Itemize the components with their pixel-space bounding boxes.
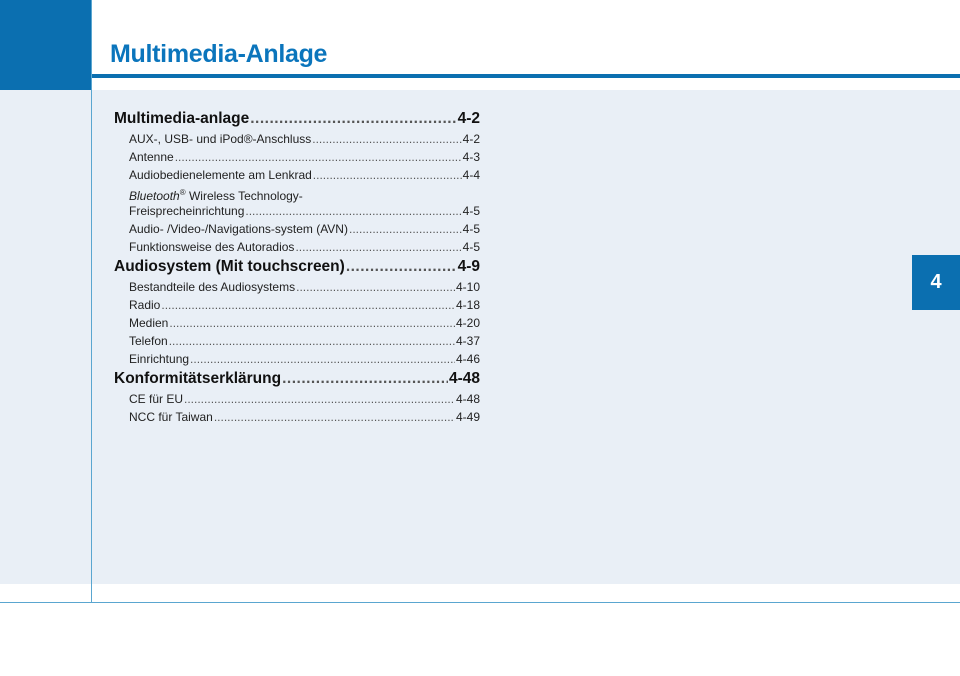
toc-item-label: Audiobedienelemente am Lenkrad (129, 168, 312, 182)
toc-item-bluetooth-line1[interactable] (114, 184, 480, 202)
toc-leader-dots (184, 390, 455, 408)
toc-item-label: Freisprecheinrichtung (129, 204, 245, 218)
toc-leader-dots (250, 108, 456, 130)
toc-item-label: Einrichtung (129, 352, 190, 366)
toc-item-ncc-taiwan[interactable] (114, 408, 480, 426)
toc-item-label: AUX-, USB- und iPod®-Anschluss (129, 132, 312, 146)
toc-leader-dots (346, 256, 457, 278)
toc-item-label: NCC für Taiwan (129, 410, 213, 424)
toc-item-label: Radio (129, 298, 161, 312)
toc-page-number: 4-46 (455, 352, 480, 366)
toc-item-lenkrad[interactable] (114, 166, 480, 184)
toc-item-label: Audio- /Video-/Navigations-system (AVN) (129, 222, 348, 236)
toc-page-number: 4-37 (455, 334, 480, 348)
chapter-tab[interactable]: 4 (912, 255, 960, 310)
toc-leader-dots (245, 202, 461, 220)
toc-page-number: 4-5 (462, 240, 480, 254)
toc-section-audiosystem[interactable] (114, 256, 480, 278)
toc-item-aux-usb[interactable] (114, 130, 480, 148)
toc-page-number: 4-48 (448, 370, 480, 387)
bluetooth-brand: Bluetooth (129, 189, 180, 203)
toc-section-multimedia-anlage[interactable] (114, 108, 480, 130)
toc-item-einrichtung[interactable] (114, 350, 480, 368)
toc-item-label: Wireless Technology- (185, 189, 303, 203)
toc-leader-dots (313, 166, 462, 184)
bottom-rule (0, 602, 960, 603)
toc-item-avn[interactable] (114, 220, 480, 238)
toc-page-number: 4-48 (455, 392, 480, 406)
toc-item-label: Medien (129, 316, 169, 330)
page-title: Multimedia-Anlage (110, 40, 328, 68)
corner-color-block (0, 0, 92, 90)
toc-page-number: 4-5 (462, 204, 480, 218)
toc-item-ce-eu[interactable] (114, 390, 480, 408)
toc-leader-dots (349, 220, 462, 238)
toc-page-number: 4-18 (455, 298, 480, 312)
toc-leader-dots (169, 332, 455, 350)
toc-item-bestandteile[interactable] (114, 278, 480, 296)
toc-leader-dots (295, 238, 461, 256)
toc-leader-dots (214, 408, 455, 426)
toc-item-label: Funktionsweise des Autoradios (129, 240, 295, 254)
toc-section-label: Konformitätserklärung (114, 370, 282, 387)
toc-page-number: 4-5 (462, 222, 480, 236)
toc-page-number: 4-20 (455, 316, 480, 330)
table-of-contents (114, 108, 480, 426)
toc-item-medien[interactable] (114, 314, 480, 332)
toc-item-telefon[interactable] (114, 332, 480, 350)
toc-section-label: Multimedia-anlage (114, 110, 250, 127)
toc-page-number: 4-2 (462, 132, 480, 146)
toc-leader-dots (190, 350, 455, 368)
toc-item-antenne[interactable] (114, 148, 480, 166)
toc-leader-dots (169, 314, 455, 332)
toc-item-freisprech[interactable] (114, 202, 480, 220)
toc-page-number: 4-9 (457, 258, 480, 275)
registered-mark: ® (179, 188, 186, 197)
toc-section-konformitaet[interactable] (114, 368, 480, 390)
toc-item-autoradio[interactable] (114, 238, 480, 256)
title-underline-bar (92, 74, 960, 78)
toc-item-label: Bestandteile des Audiosystems (129, 280, 296, 294)
toc-leader-dots (161, 296, 455, 314)
toc-item-label: CE für EU (129, 392, 184, 406)
toc-leader-dots (175, 148, 462, 166)
toc-page-number: 4-10 (455, 280, 480, 294)
toc-page-number: 4-3 (462, 150, 480, 164)
toc-page-number: 4-49 (455, 410, 480, 424)
toc-leader-dots (296, 278, 455, 296)
toc-section-label: Audiosystem (Mit touchscreen) (114, 258, 345, 275)
toc-item-radio[interactable] (114, 296, 480, 314)
panel-left-rule (91, 90, 92, 584)
toc-page-number: 4-2 (457, 110, 480, 127)
toc-page-number: 4-4 (462, 168, 480, 182)
toc-item-label: Telefon (129, 334, 168, 348)
toc-item-label: Antenne (129, 150, 174, 164)
toc-leader-dots (282, 368, 448, 390)
toc-leader-dots (312, 130, 461, 148)
